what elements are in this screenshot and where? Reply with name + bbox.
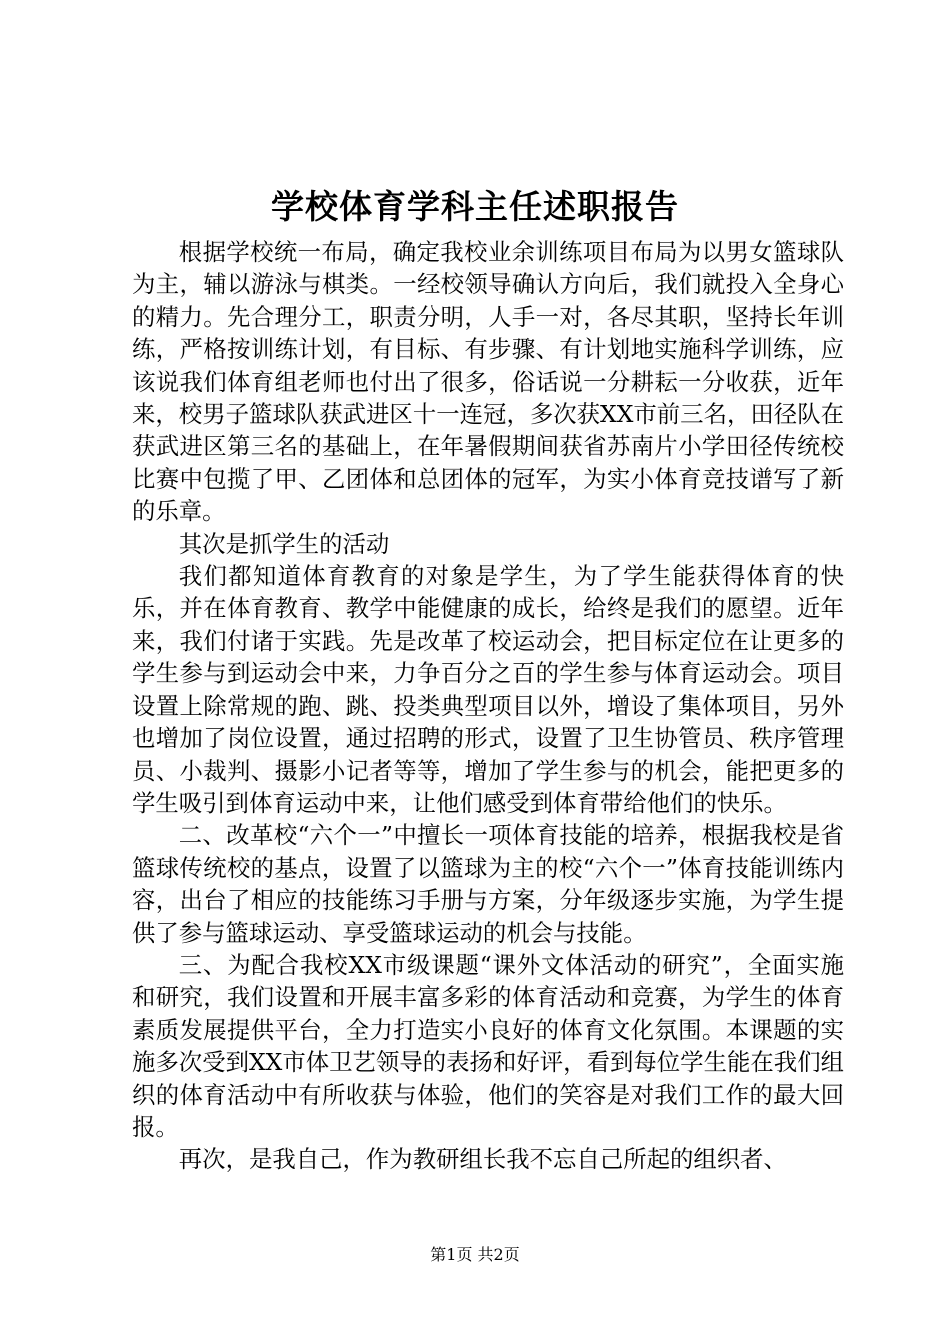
paragraph-self-role: 再次，是我自己，作为教研组长我不忘自己所起的组织者、 [178, 1145, 787, 1174]
document-title: 学校体育学科主任述职报告 [271, 187, 679, 226]
paragraph-training-layout: 根据学校统一布局，确定我校业余训练项目布局为以男女篮球队为主，辅以游泳与棋类。一经校领导确认方向后，我们就投入全身心的精力。先合理分工，职责分明，人手一对，各尽其职，坚持长年训练，严格按训练计划，有目标、有步骤、有计划地实施科学训练，应该说我们体育组老师也付出了很多，俗话说一分耕耘一分收获，近年来，校男子篮球队获武进区十一连冠，多次获XX市前三名，田径队在获武进区第三名的基础上，在年暑假期间获省苏南片小学田径传统校比赛中包揽了甲、乙团体和总团体的冠军，为实小体育竞技谱写了新的乐章。 [132, 238, 844, 526]
paragraph-six-ones-reform: 二、改革校“六个一”中擅长一项体育技能的培养，根据我校是省篮球传统校的基点，设置了以篮球为主的校“六个一”体育技能训练内容，出台了相应的技能练习手册与方案，分年级逐步实施，为学生提供了参与篮球运动、享受篮球运动的机会与技能。 [132, 821, 844, 947]
document-body [132, 236, 844, 1176]
paragraph-sports-meet-reform: 我们都知道体育教育的对象是学生，为了学生能获得体育的快乐，并在体育教育、教学中能健康的成长，给终是我们的愿望。近年来，我们付诸于实践。先是改革了校运动会，把目标定位在让更多的学生参与到运动会中来，力争百分之百的学生参与体育运动会。项目设置上除常规的跑、跳、投类典型项目以外，增设了集体项目，另外也增加了岗位设置，通过招聘的形式，设置了卫生协管员、秩序管理员、小裁判、摄影小记者等等，增加了学生参与的机会，能把更多的学生吸引到体育运动中来，让他们感受到体育带给他们的快乐。 [132, 562, 844, 817]
paragraph-research-project: 三、为配合我校XX市级课题“课外文体活动的研究”，全面实施和研究，我们设置和开展丰富多彩的体育活动和竞赛，为学生的体育素质发展提供平台，全力打造实小良好的体育文化氛围。本课题的实施多次受到XX市体卫艺领导的表扬和好评，看到每位学生能在我们组织的体育活动中有所收获与体验，他们的笑容是对我们工作的最大回报。 [132, 950, 844, 1141]
paragraph-student-activities-heading: 其次是抓学生的活动 [178, 529, 390, 558]
page-number-footer: 第1页 共2页 [430, 1245, 520, 1264]
